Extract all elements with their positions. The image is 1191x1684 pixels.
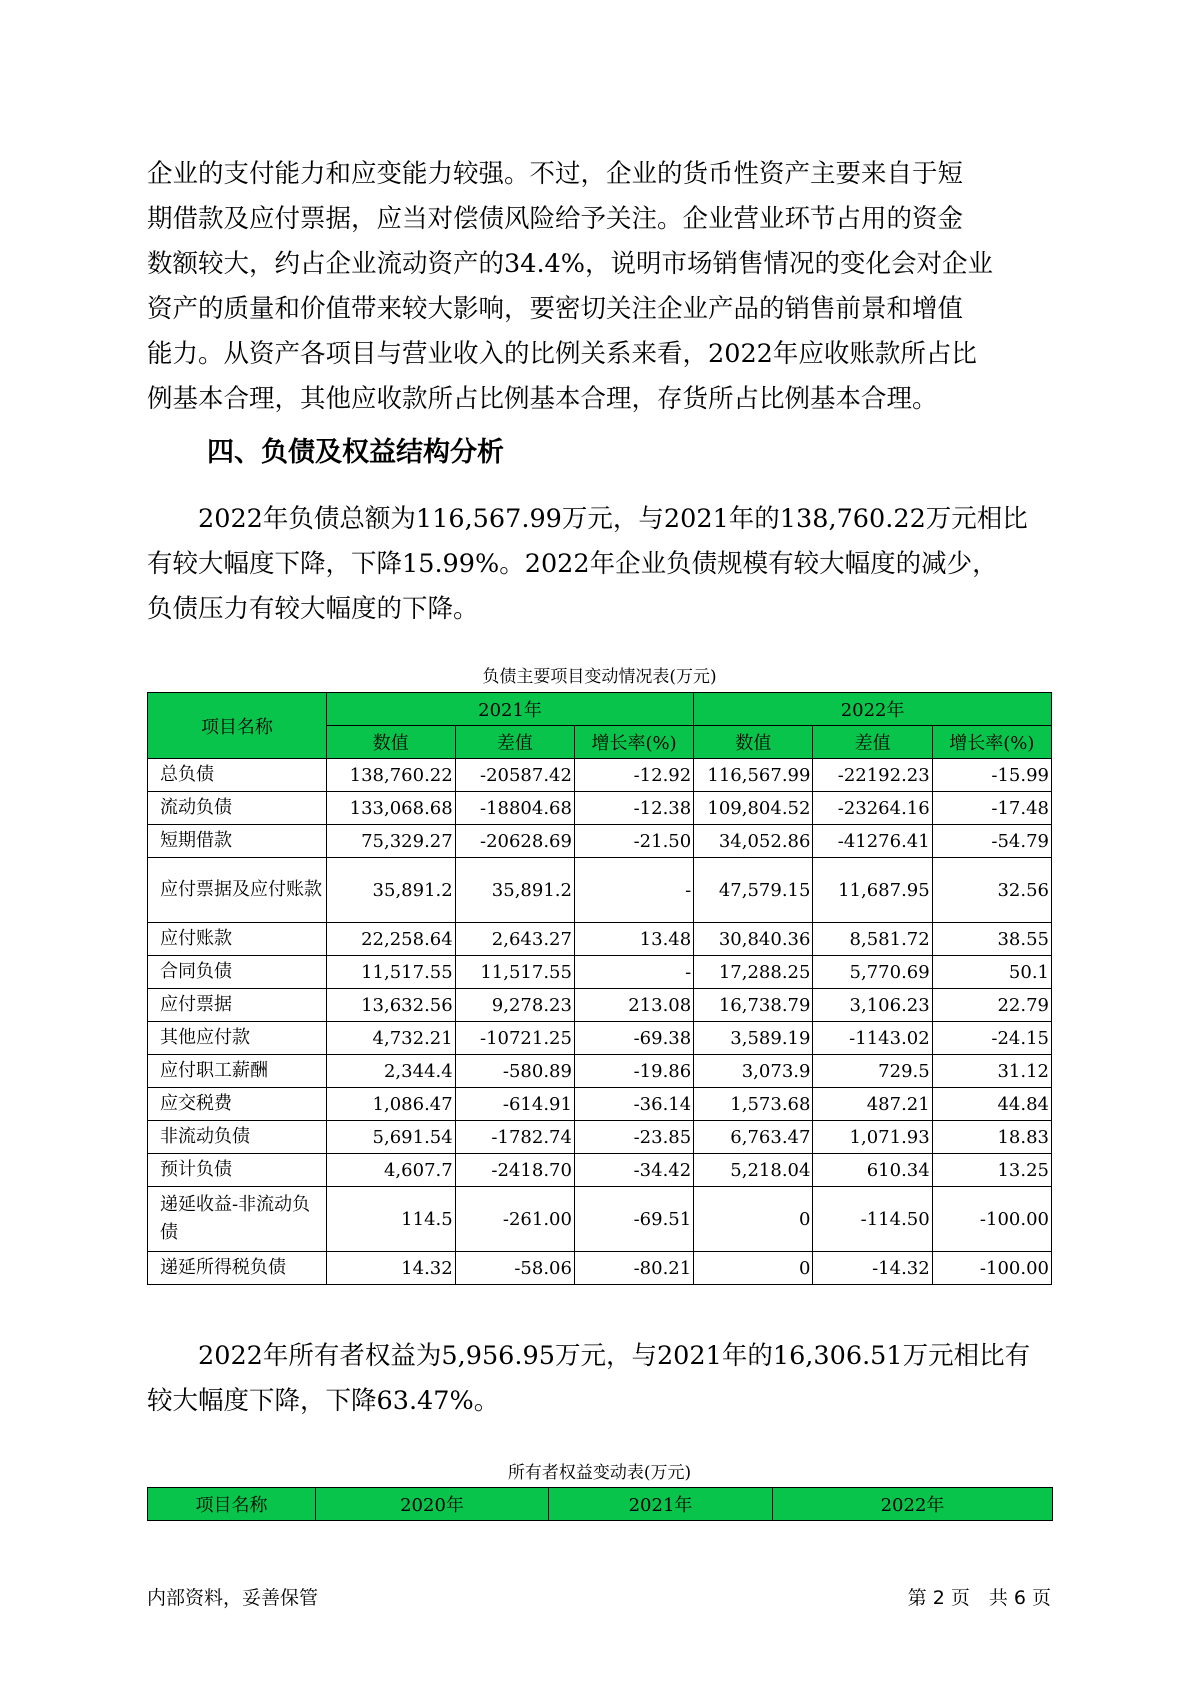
table-cell: 138,760.22 <box>326 759 455 792</box>
table-cell: -19.86 <box>574 1055 693 1088</box>
text-line: 2022年负债总额为116,567.99万元，与2021年的138,760.22万元相比 <box>147 504 1028 534</box>
header-col: 差值 <box>813 726 932 759</box>
table-cell: 4,732.21 <box>326 1022 455 1055</box>
table-row <box>148 759 1052 792</box>
table-row <box>148 1154 1052 1187</box>
table-cell: 109,804.52 <box>694 792 813 825</box>
table-cell: 1,086.47 <box>326 1088 455 1121</box>
table-cell: -12.38 <box>574 792 693 825</box>
table-cell: 487.21 <box>813 1088 932 1121</box>
section-heading: 四、负债及权益结构分析 <box>207 437 504 468</box>
table-cell: 17,288.25 <box>694 956 813 989</box>
header-col: 数值 <box>326 726 455 759</box>
table-cell: 3,106.23 <box>813 989 932 1022</box>
table-cell: 5,218.04 <box>694 1154 813 1187</box>
table-cell: -614.91 <box>455 1088 574 1121</box>
table-cell: 11,517.55 <box>455 956 574 989</box>
table-cell: 22,258.64 <box>326 923 455 956</box>
footer-page-number: 第 2 页 共 6 页 <box>907 1587 1051 1609</box>
table-cell: 16,738.79 <box>694 989 813 1022</box>
table-cell: -100.00 <box>932 1187 1051 1252</box>
text-line: 较大幅度下降，下降63.47%。 <box>147 1386 500 1416</box>
table-cell: 6,763.47 <box>694 1121 813 1154</box>
table-cell: -10721.25 <box>455 1022 574 1055</box>
table-row <box>148 1088 1052 1121</box>
table-cell: 50.1 <box>932 956 1051 989</box>
table-row <box>148 956 1052 989</box>
table-cell: - <box>574 956 693 989</box>
row-label: 应付账款 <box>148 923 327 956</box>
equity-table <box>147 1487 1053 1521</box>
table-cell: -23.85 <box>574 1121 693 1154</box>
table-row <box>148 989 1052 1022</box>
table-cell: -18804.68 <box>455 792 574 825</box>
table-cell: 116,567.99 <box>694 759 813 792</box>
text-line: 2022年所有者权益为5,956.95万元，与2021年的16,306.51万元相比有 <box>147 1341 1031 1371</box>
table-cell: 2,344.4 <box>326 1055 455 1088</box>
table-cell: -100.00 <box>932 1252 1051 1285</box>
table-cell: 11,687.95 <box>813 858 932 923</box>
table-cell: 11,517.55 <box>326 956 455 989</box>
table-cell: -36.14 <box>574 1088 693 1121</box>
table-cell: 30,840.36 <box>694 923 813 956</box>
table-cell: -261.00 <box>455 1187 574 1252</box>
header-year-2020: 2020年 <box>316 1488 549 1521</box>
paragraph-equity-summary <box>147 1334 1052 1424</box>
table-cell: -114.50 <box>813 1187 932 1252</box>
table-cell: - <box>574 858 693 923</box>
header-item-name: 项目名称 <box>148 693 327 759</box>
text-line: 期借款及应付票据，应当对偿债风险给予关注。企业营业环节占用的资金 <box>147 204 964 234</box>
table-cell: 3,073.9 <box>694 1055 813 1088</box>
table-cell: -21.50 <box>574 825 693 858</box>
table-cell: -69.38 <box>574 1022 693 1055</box>
table-row <box>148 923 1052 956</box>
table-cell: -58.06 <box>455 1252 574 1285</box>
table-cell: -15.99 <box>932 759 1051 792</box>
table-cell: 18.83 <box>932 1121 1051 1154</box>
text-line: 能力。从资产各项目与营业收入的比例关系来看，2022年应收账款所占比 <box>147 339 977 369</box>
table-cell: 13.48 <box>574 923 693 956</box>
row-label: 非流动负债 <box>148 1121 327 1154</box>
table-cell: 13,632.56 <box>326 989 455 1022</box>
liabilities-table <box>147 692 1052 1285</box>
header-col: 增长率(%) <box>574 726 693 759</box>
header-year-2021: 2021年 <box>549 1488 773 1521</box>
header-year-2022: 2022年 <box>773 1488 1053 1521</box>
table-cell: -20587.42 <box>455 759 574 792</box>
table-row <box>148 792 1052 825</box>
table-cell: 8,581.72 <box>813 923 932 956</box>
table-cell: -12.92 <box>574 759 693 792</box>
row-label: 应交税费 <box>148 1088 327 1121</box>
table-cell: -17.48 <box>932 792 1051 825</box>
row-label: 其他应付款 <box>148 1022 327 1055</box>
table-cell: -22192.23 <box>813 759 932 792</box>
table-cell: -69.51 <box>574 1187 693 1252</box>
row-label: 递延收益-非流动负债 <box>148 1187 327 1252</box>
table-cell: 34,052.86 <box>694 825 813 858</box>
table-cell: 47,579.15 <box>694 858 813 923</box>
header-col: 差值 <box>455 726 574 759</box>
row-label: 流动负债 <box>148 792 327 825</box>
table-cell: 3,589.19 <box>694 1022 813 1055</box>
row-label: 应付票据 <box>148 989 327 1022</box>
row-label: 短期借款 <box>148 825 327 858</box>
row-label: 应付票据及应付账款 <box>148 858 327 923</box>
header-col: 增长率(%) <box>932 726 1051 759</box>
table-cell: 1,071.93 <box>813 1121 932 1154</box>
text-line: 数额较大，约占企业流动资产的34.4%，说明市场销售情况的变化会对企业 <box>147 249 994 279</box>
table-cell: 5,691.54 <box>326 1121 455 1154</box>
row-label: 预计负债 <box>148 1154 327 1187</box>
table-cell: 31.12 <box>932 1055 1051 1088</box>
table-row <box>148 858 1052 923</box>
table-row <box>148 1187 1052 1252</box>
text-line: 资产的质量和价值带来较大影响，要密切关注企业产品的销售前景和增值 <box>147 294 964 324</box>
table-cell: 1,573.68 <box>694 1088 813 1121</box>
table-cell: 114.5 <box>326 1187 455 1252</box>
table-cell: 213.08 <box>574 989 693 1022</box>
table-cell: -1143.02 <box>813 1022 932 1055</box>
text-line: 例基本合理，其他应收款所占比例基本合理，存货所占比例基本合理。 <box>147 384 938 414</box>
table-caption-equity: 所有者权益变动表(万元) <box>507 1463 692 1483</box>
table-row <box>148 1022 1052 1055</box>
header-year-2021: 2021年 <box>326 693 693 726</box>
header-col: 数值 <box>694 726 813 759</box>
table-cell: 38.55 <box>932 923 1051 956</box>
header-item-name: 项目名称 <box>148 1488 316 1521</box>
table-row <box>148 1121 1052 1154</box>
table-cell: 35,891.2 <box>326 858 455 923</box>
row-label: 递延所得税负债 <box>148 1252 327 1285</box>
table-cell: -23264.16 <box>813 792 932 825</box>
text-line: 企业的支付能力和应变能力较强。不过，企业的货币性资产主要来自于短 <box>147 159 964 189</box>
table-cell: 13.25 <box>932 1154 1051 1187</box>
table-cell: 0 <box>694 1252 813 1285</box>
table-cell: 9,278.23 <box>455 989 574 1022</box>
table-row <box>148 825 1052 858</box>
table-cell: 22.79 <box>932 989 1051 1022</box>
table-row <box>148 1055 1052 1088</box>
table-cell: -20628.69 <box>455 825 574 858</box>
table-cell: 44.84 <box>932 1088 1051 1121</box>
table-cell: 75,329.27 <box>326 825 455 858</box>
table-cell: 729.5 <box>813 1055 932 1088</box>
paragraph-asset-summary <box>147 152 1052 422</box>
table-cell: 32.56 <box>932 858 1051 923</box>
table-cell: 610.34 <box>813 1154 932 1187</box>
table-cell: -41276.41 <box>813 825 932 858</box>
table-cell: -24.15 <box>932 1022 1051 1055</box>
table-cell: 5,770.69 <box>813 956 932 989</box>
table-cell: -1782.74 <box>455 1121 574 1154</box>
row-label: 合同负债 <box>148 956 327 989</box>
header-year-2022: 2022年 <box>694 693 1052 726</box>
table-cell: 2,643.27 <box>455 923 574 956</box>
paragraph-liability-summary <box>147 497 1052 632</box>
table-cell: -14.32 <box>813 1252 932 1285</box>
table-cell: 14.32 <box>326 1252 455 1285</box>
table-cell: -580.89 <box>455 1055 574 1088</box>
table-cell: 133,068.68 <box>326 792 455 825</box>
footer-confidential-note: 内部资料，妥善保管 <box>147 1587 319 1609</box>
table-cell: -80.21 <box>574 1252 693 1285</box>
row-label: 总负债 <box>148 759 327 792</box>
table-caption-liabilities: 负债主要项目变动情况表(万元) <box>482 667 717 687</box>
table-cell: 35,891.2 <box>455 858 574 923</box>
table-cell: 0 <box>694 1187 813 1252</box>
table-cell: -2418.70 <box>455 1154 574 1187</box>
table-cell: -54.79 <box>932 825 1051 858</box>
table-cell: 4,607.7 <box>326 1154 455 1187</box>
table-cell: -34.42 <box>574 1154 693 1187</box>
row-label: 应付职工薪酬 <box>148 1055 327 1088</box>
table-row <box>148 1252 1052 1285</box>
text-line: 负债压力有较大幅度的下降。 <box>147 594 479 624</box>
text-line: 有较大幅度下降，下降15.99%。2022年企业负债规模有较大幅度的减少， <box>147 549 998 579</box>
